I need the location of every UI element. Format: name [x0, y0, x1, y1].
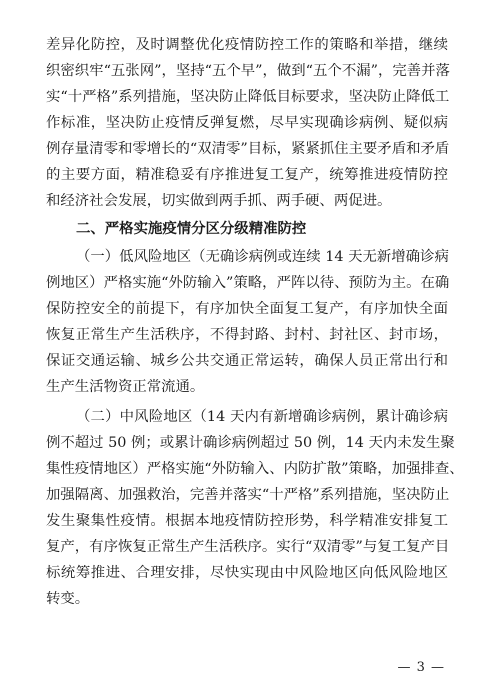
paragraph-line: 实“十严格”系列措施，坚决防止降低目标要求，坚决防止降低工 [46, 89, 450, 105]
paragraph-line: 保防控安全的前提下，有序加快全面复工复产，有序加快全面 [46, 301, 448, 317]
paragraph-line: 集性疫情地区）严格实施“外防输入、内防扩散”策略，加强排查、 [46, 461, 464, 477]
paragraph-line: 保证交通运输、城乡公共交通正常运转，确保人员正常出行和 [46, 353, 448, 369]
paragraph-line: 转变。 [46, 591, 90, 607]
paragraph-line: （二）中风险地区（14 天内有新增确诊病例，累计确诊病 [76, 409, 448, 425]
paragraph-line: 例地区）严格实施“外防输入”策略，严阵以待、预防为主。在确 [46, 275, 450, 291]
section-heading: 二、严格实施疫情分区分级精准防控 [76, 221, 307, 237]
paragraph-line: 和经济社会发展，切实做到两手抓、两手硬、两促进。 [46, 193, 392, 209]
paragraph-line: 复产，有序恢复正常生产生活秩序。实行“双清零”与复工复产目 [46, 539, 450, 555]
paragraph-line: 例不超过 50 例；或累计确诊病例超过 50 例，14 天内未发生聚 [46, 435, 455, 451]
paragraph-line: 发生聚集性疫情。根据本地疫情防控形势，科学精准安排复工 [46, 513, 448, 529]
paragraph-line: 例存量清零和零增长的“双清零”目标，紧紧抓住主要矛盾和矛盾 [46, 141, 450, 157]
paragraph-line: 的主要方面，精准稳妥有序推进复工复产，统筹推进疫情防控 [46, 167, 448, 183]
page-number: — 3 — [397, 660, 445, 675]
paragraph-line: 标统筹推进、合理安排，尽快实现由中风险地区向低风险地区 [46, 565, 448, 581]
paragraph-line: 加强隔离、加强救治，完善并落实“十严格”系列措施，坚决防止 [46, 487, 450, 503]
paragraph-line: 恢复正常生产生活秩序，不得封路、封村、封社区、封市场， [46, 327, 448, 343]
paragraph-line: 作标准，坚决防止疫情反弹复燃，尽早实现确诊病例、疑似病 [46, 115, 448, 131]
paragraph-line: （一）低风险地区（无确诊病例或连续 14 天无新增确诊病 [76, 249, 449, 265]
paragraph-line: 织密织牢“五张网”，坚持“五个早”，做到“五个不漏”，完善并落 [46, 63, 450, 79]
paragraph-line: 生产生活物资正常流通。 [46, 379, 205, 395]
paragraph-line: 差异化防控，及时调整优化疫情防控工作的策略和举措，继续 [46, 37, 448, 53]
